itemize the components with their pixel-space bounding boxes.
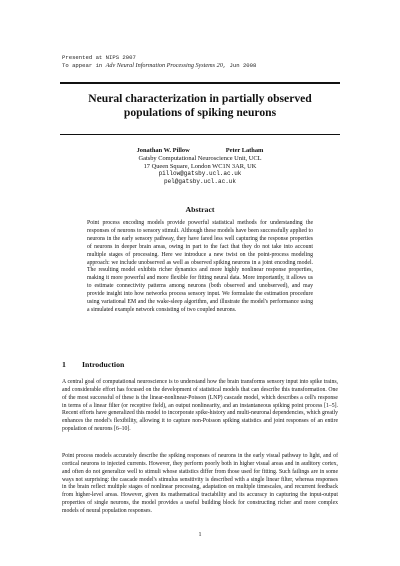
paper-title xyxy=(60,92,340,120)
author-affiliation: Gatsby Computational Neuroscience Unit, UCL xyxy=(138,154,262,162)
title-line-2: populations of spiking neurons xyxy=(123,106,277,119)
section-number: 1 xyxy=(62,360,66,369)
body-paragraph: Point process models accurately describe the spiking responses of neurons in the early visual pathway to light, and of cortical neurons to injected currents. However, they perform poorly both in higher visual areas and in auditory cortex, and often do not generalize well to stimuli whose statistics differ from those used for fitting. Such failings are in some ways not surprising: the cascade model's stimulus sensitivity is described with a single linear filter, whereas responses in the brain reflect multiple stages of nonlinear processing, adaptation on multiple timescales, and recurrent feedback from higher-level areas. However, given its mathematical tractability and its accuracy in capturing the input-output properties of single neurons, the model provides a useful building block for constructing richer and more complex models of neural population responses. xyxy=(62,453,338,514)
section-title: Introduction xyxy=(82,360,125,369)
section-heading xyxy=(62,360,124,369)
author-block xyxy=(60,147,340,186)
title-rule-bottom xyxy=(60,134,340,135)
preprint-notice xyxy=(62,54,256,70)
page-number: 1 xyxy=(198,532,202,538)
abstract-text: Point process encoding models provide powerful statistical methods for understanding the responses of neurons to sensory stimuli. Although these models have been successfully applied to neurons in the early sensory pathway, they have fared less well capturing the response properties of neurons in deeper brain areas, owing in part to the fact that they do not take into account multiple stages of processing. Here we introduce a new twist on the point-process modeling approach: we include unobserved as well as observed spiking neurons in a joint encoding model. The resulting model exhibits richer dynamics and more highly nonlinear response properties, making it more powerful and more flexible for fitting neural data. More importantly, it allows us to estimate connectivity patterns among neurons (both observed and unobserved), and may provide insight into how networks process sensory input. We formulate the estimation procedure using variational EM and the wake-sleep algorithm, and illustrate the model's performance using a simulated example network consisting of two coupled neurons. xyxy=(87,220,313,313)
author-address: 17 Queen Square, London WC1N 3AR, UK xyxy=(143,162,257,170)
author-email: pillow@gatsby.ucl.ac.uk xyxy=(158,170,242,178)
preprint-suffix: , Jun 2008 xyxy=(222,62,257,69)
author-names xyxy=(60,147,340,155)
author-name: Peter Latham xyxy=(225,147,264,154)
preprint-line-2 xyxy=(62,62,256,70)
abstract-heading: Abstract xyxy=(185,205,215,214)
preprint-venue: Adv Neural Information Processing Systems 20 xyxy=(105,62,223,69)
author-email: pel@gatsby.ucl.ac.uk xyxy=(163,178,236,186)
author-name: Jonathan W. Pillow xyxy=(136,147,190,154)
title-line-1: Neural characterization in partially observed xyxy=(88,92,312,105)
title-rule-top xyxy=(60,82,340,84)
body-paragraph: A central goal of computational neuroscience is to understand how the brain transforms sensory input into spike trains, and considerable effort has focused on the development of statistical models that can describe this transformation. One of the most successful of these is the linear-nonlinear-Poisson (LNP) cascade model, which describes a cell's response in terms of a linear filter (or receptive field), an output nonlinearity, and an instantaneous spiking point process [1–5]. Recent efforts have generalized this model to incorporate spike-history and multi-neuronal dependencies, which greatly enhances the model's flexibility, allowing it to capture non-Poisson spiking statistics and joint responses of an entire population of neurons [6–10]. xyxy=(62,379,338,433)
preprint-line-1: Presented at NIPS 2007 xyxy=(62,54,136,61)
preprint-prefix: To appear in xyxy=(62,62,106,69)
